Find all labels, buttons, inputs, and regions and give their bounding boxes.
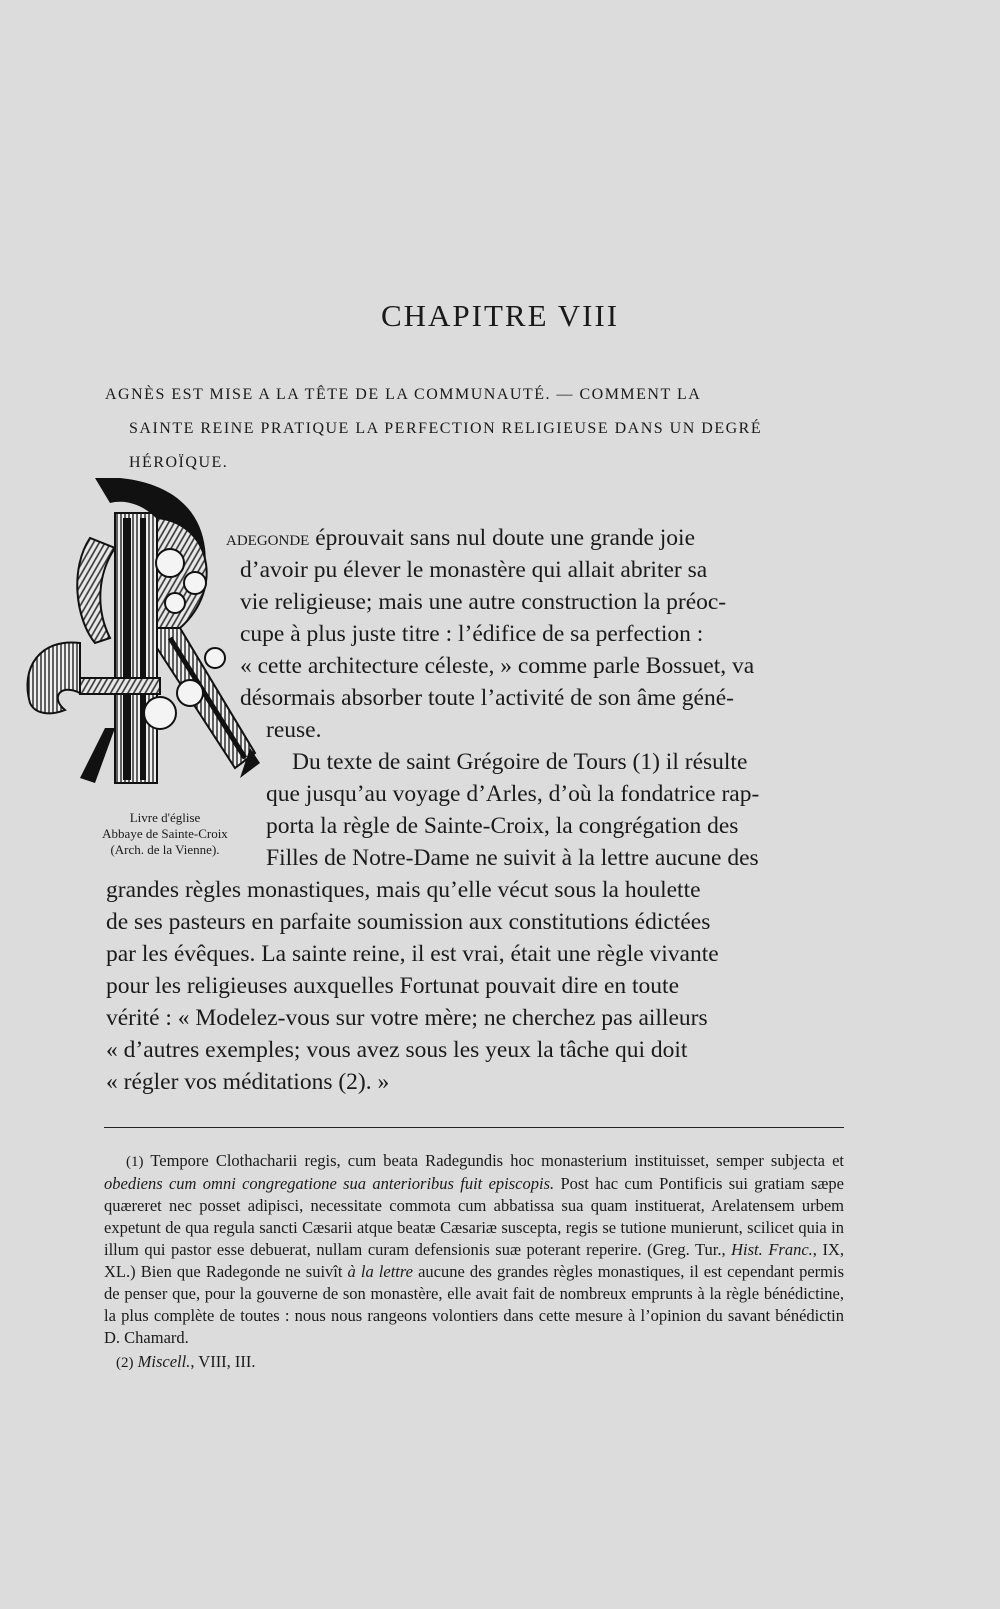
body-line: « d’autres exemples; vous avez sous les yeux la tâche qui doit bbox=[106, 1037, 688, 1063]
body-line: d’avoir pu élever le monastère qui allait abriter sa bbox=[240, 557, 708, 583]
body-line: reuse. bbox=[266, 717, 322, 743]
body-line: Filles de Notre-Dame ne suivit à la lettre aucune des bbox=[266, 845, 759, 871]
body-line: cupe à plus juste titre : l’édifice de sa perfection : bbox=[240, 621, 704, 647]
illustration-caption bbox=[70, 810, 260, 858]
footnote-number: (2) bbox=[116, 1355, 134, 1371]
ornamental-drop-cap-image bbox=[20, 478, 260, 798]
body-line: vérité : « Modelez-vous sur votre mère; ne cherchez pas ailleurs bbox=[106, 1005, 708, 1031]
body-line: « régler vos méditations (2). » bbox=[106, 1069, 390, 1095]
body-line: Du texte de saint Grégoire de Tours (1) il résulte bbox=[292, 749, 748, 775]
lead-word: adegonde bbox=[226, 526, 310, 550]
caption-line: Abbaye de Sainte-Croix bbox=[102, 826, 228, 841]
caption-line: (Arch. de la Vienne). bbox=[110, 842, 220, 857]
body-line: de ses pasteurs en parfaite soumission aux constitutions édictées bbox=[106, 909, 711, 935]
footnote-1: (1) Tempore Clothacharii regis, cum beata Radegundis hoc monasterium instituisset, semper subjecta et obediens cum omni congregatione sua anterioribus fuit episcopis. Post hac cum Pontificis sui gratiam sæpe quæreret nec posset adipisci, necessitate commota cum abbatissa sua quam instituerat, Arelatensem urbem expetunt de qua regula sancti Cæsarii atque beatæ Cæsariæ suscepta, regis se tutione munierunt, scilicet quia in illum qui pastor esse debuerat, nullam curam defensionis suæ poterant reperire. (Greg. Tur., Hist. Franc., IX, XL.) Bien que Radegonde ne suivît à la lettre aucune des grandes règles monastiques, il est cependant permis de penser que, pour la gouverne de son monastère, elle avait fait de nombreux emprunts à la règle bénédictine, la plus complète de toutes : nous nous rangeons volontiers dans cette mesure à l’opinion du savant bénédictin D. Chamard. bbox=[104, 1151, 845, 1347]
summary-line: SAINTE REINE PRATIQUE LA PERFECTION RELIGIEUSE DANS UN DEGRÉ bbox=[129, 420, 763, 437]
body-line: « cette architecture céleste, » comme parle Bossuet, va bbox=[240, 653, 755, 679]
summary-line: HÉROÏQUE. bbox=[129, 454, 229, 471]
summary-line: AGNÈS EST MISE A LA TÊTE DE LA COMMUNAUTÉ. — COMMENT LA bbox=[105, 386, 702, 403]
body-line: grandes règles monastiques, mais qu’elle vécut sous la houlette bbox=[106, 877, 701, 903]
body-line: par les évêques. La sainte reine, il est vrai, était une règle vivante bbox=[106, 941, 719, 967]
footnote-number: (1) bbox=[126, 1154, 144, 1170]
body-line: que jusqu’au voyage d’Arles, d’où la fondatrice rap- bbox=[266, 781, 760, 807]
chapter-title: CHAPITRE VIII bbox=[380, 298, 620, 333]
body-line: désormais absorber toute l’activité de son âme géné- bbox=[240, 685, 734, 711]
body-line: vie religieuse; mais une autre construction la préoc- bbox=[240, 589, 727, 615]
footnotes bbox=[104, 1150, 844, 1374]
chapter-summary bbox=[105, 378, 843, 480]
footnote-2: (2) Miscell., VIII, III. bbox=[116, 1352, 256, 1371]
body-line: pour les religieuses auxquelles Fortunat pouvait dire en toute bbox=[106, 973, 679, 999]
caption-line: Livre d'église bbox=[129, 810, 201, 825]
footnote-rule bbox=[104, 1127, 844, 1128]
body-line: porta la règle de Sainte-Croix, la congrégation des bbox=[266, 813, 739, 839]
dropcap-letter: R bbox=[160, 668, 161, 669]
body-line: adegonde éprouvait sans nul doute une grande joie bbox=[226, 525, 696, 551]
